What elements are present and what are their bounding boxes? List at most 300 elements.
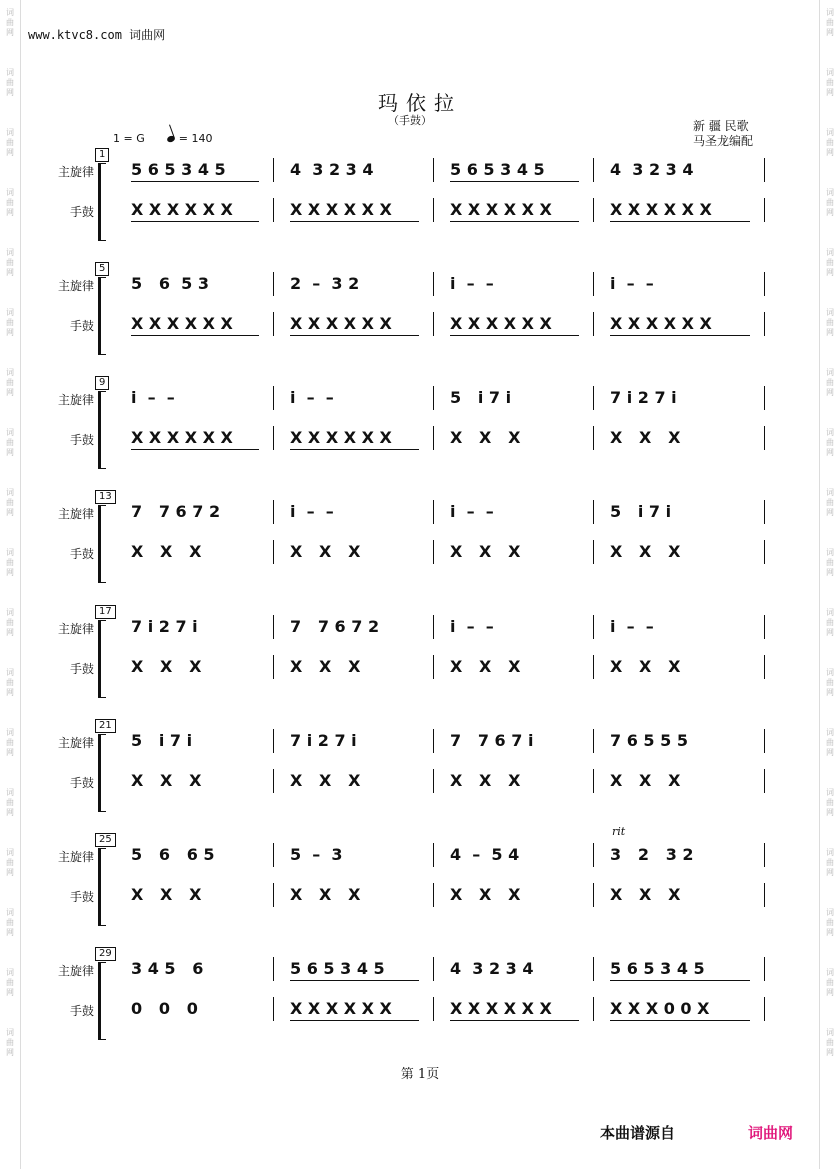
system-bracket <box>98 620 106 698</box>
drum-measure: X X X X X X <box>290 314 392 333</box>
drum-measure: X X X <box>450 771 521 790</box>
barline <box>764 843 765 867</box>
beam-underline <box>131 221 259 222</box>
barline <box>764 312 765 336</box>
drum-measure: X X X <box>131 542 202 561</box>
drum-part-name: 手鼓 <box>69 205 94 219</box>
score-system <box>0 148 840 248</box>
watermark-glyph: 词 <box>826 188 834 197</box>
barline <box>273 500 274 524</box>
watermark-glyph: 词 <box>826 668 834 677</box>
watermark-glyph: 词 <box>6 668 14 677</box>
watermark-glyph: 曲 <box>826 258 834 267</box>
melody-measure: i – – <box>450 274 494 293</box>
drum-measure: X X X X X X <box>290 428 392 447</box>
barline <box>593 729 594 753</box>
drum-measure: X X X <box>290 885 361 904</box>
melody-measure: 5 6 6 5 <box>131 845 215 864</box>
measure-number: 13 <box>95 490 116 504</box>
watermark-glyph: 曲 <box>6 558 14 567</box>
score-title: 玛依拉 <box>378 91 462 115</box>
watermark-glyph: 曲 <box>826 198 834 207</box>
watermark-glyph: 曲 <box>6 378 14 387</box>
watermark-glyph: 词 <box>6 248 14 257</box>
system-bracket <box>98 391 106 469</box>
watermark-glyph: 曲 <box>826 498 834 507</box>
watermark-glyph: 词 <box>6 128 14 137</box>
watermark-glyph: 曲 <box>6 198 14 207</box>
watermark-glyph: 网 <box>6 808 14 817</box>
drum-measure: X X X 0 0 X <box>610 999 710 1018</box>
drum-measure: X X X <box>610 885 681 904</box>
watermark-glyph: 曲 <box>6 78 14 87</box>
melody-measure: i – – <box>450 617 494 636</box>
barline <box>764 729 765 753</box>
beam-underline <box>290 1020 419 1021</box>
watermark-glyph: 词 <box>826 308 834 317</box>
watermark-glyph: 词 <box>6 608 14 617</box>
barline <box>433 158 434 182</box>
watermark-glyph: 词 <box>826 968 834 977</box>
melody-measure: 4 3 2 3 4 <box>610 160 694 179</box>
measure-number: 21 <box>95 719 116 733</box>
watermark-glyph: 网 <box>826 88 834 97</box>
watermark-glyph: 词 <box>6 908 14 917</box>
watermark-glyph: 网 <box>6 928 14 937</box>
watermark-glyph: 曲 <box>6 18 14 27</box>
melody-part-name: 主旋律 <box>57 507 94 521</box>
barline <box>273 426 274 450</box>
drum-measure: X X X <box>290 657 361 676</box>
melody-measure: 7 i 2 7 i <box>290 731 357 750</box>
barline <box>433 540 434 564</box>
drum-measure: X X X X X X <box>610 314 712 333</box>
beam-underline <box>610 335 750 336</box>
score-system <box>0 490 840 590</box>
watermark-glyph: 曲 <box>826 78 834 87</box>
watermark-glyph: 曲 <box>6 858 14 867</box>
barline <box>764 540 765 564</box>
watermark-glyph: 网 <box>826 148 834 157</box>
footer-brand: 词曲网 <box>748 1124 794 1142</box>
melody-measure: 3 2 3 2 <box>610 845 694 864</box>
melody-part-name: 主旋律 <box>57 279 94 293</box>
watermark-glyph: 网 <box>826 328 834 337</box>
watermark-glyph: 网 <box>6 508 14 517</box>
barline <box>273 198 274 222</box>
melody-measure: 7 i 2 7 i <box>131 617 198 636</box>
watermark-glyph: 词 <box>826 8 834 17</box>
score-subtitle: （手鼓） <box>388 114 432 127</box>
barline <box>433 997 434 1021</box>
melody-measure: 5 6 5 3 <box>131 274 209 293</box>
barline <box>593 386 594 410</box>
score-system <box>0 605 840 705</box>
barline <box>433 312 434 336</box>
watermark-glyph: 网 <box>6 568 14 577</box>
barline <box>764 883 765 907</box>
watermark-glyph: 曲 <box>826 678 834 687</box>
watermark-glyph: 词 <box>6 788 14 797</box>
watermark-glyph: 词 <box>6 368 14 377</box>
melody-measure: 5 6 5 3 4 5 <box>610 959 705 978</box>
drum-part-name: 手鼓 <box>69 776 94 790</box>
barline <box>764 997 765 1021</box>
watermark-glyph: 网 <box>6 628 14 637</box>
watermark-glyph: 曲 <box>6 798 14 807</box>
barline <box>273 729 274 753</box>
watermark-glyph: 网 <box>6 28 14 37</box>
watermark-glyph: 网 <box>826 268 834 277</box>
barline <box>593 615 594 639</box>
beam-underline <box>131 181 259 182</box>
system-bracket <box>98 505 106 583</box>
melody-measure: i – – <box>450 502 494 521</box>
watermark-glyph: 曲 <box>826 18 834 27</box>
melody-measure: 7 7 6 7 2 <box>131 502 221 521</box>
watermark-glyph: 网 <box>6 868 14 877</box>
drum-part-name: 手鼓 <box>69 662 94 676</box>
system-bracket <box>98 163 106 241</box>
melody-measure: i – – <box>290 502 334 521</box>
watermark-glyph: 曲 <box>6 738 14 747</box>
melody-part-name: 主旋律 <box>57 964 94 978</box>
watermark-glyph: 网 <box>826 28 834 37</box>
score-system <box>0 947 840 1047</box>
barline <box>273 997 274 1021</box>
watermark-glyph: 网 <box>6 748 14 757</box>
barline <box>593 272 594 296</box>
melody-measure: 4 – 5 4 <box>450 845 520 864</box>
score-system <box>0 719 840 819</box>
drum-measure: X X X <box>450 657 521 676</box>
measure-number: 9 <box>95 376 109 390</box>
barline <box>764 655 765 679</box>
barline <box>433 615 434 639</box>
melody-measure: 2 – 3 2 <box>290 274 360 293</box>
watermark-glyph: 网 <box>826 748 834 757</box>
drum-measure: X X X X X X <box>131 314 233 333</box>
beam-underline <box>450 221 579 222</box>
melody-measure: 5 i 7 i <box>131 731 193 750</box>
barline <box>593 426 594 450</box>
drum-part-name: 手鼓 <box>69 547 94 561</box>
watermark-glyph: 网 <box>6 1048 14 1057</box>
measure-number: 29 <box>95 947 116 961</box>
watermark-glyph: 曲 <box>826 138 834 147</box>
melody-part-name: 主旋律 <box>57 850 94 864</box>
melody-measure: 5 6 5 3 4 5 <box>131 160 226 179</box>
watermark-glyph: 词 <box>6 1028 14 1037</box>
score-arranger: 马圣龙编配 <box>693 134 754 148</box>
drum-measure: X X X <box>450 428 521 447</box>
barline <box>593 843 594 867</box>
watermark-glyph: 词 <box>826 548 834 557</box>
page-number: 第 1页 <box>400 1067 440 1082</box>
beam-underline <box>450 1020 579 1021</box>
watermark-glyph: 词 <box>826 428 834 437</box>
drum-measure: X X X X X X <box>450 200 552 219</box>
melody-measure: 7 7 6 7 i <box>450 731 534 750</box>
melody-measure: 4 3 2 3 4 <box>290 160 374 179</box>
barline <box>764 957 765 981</box>
watermark-glyph: 词 <box>826 128 834 137</box>
barline <box>433 729 434 753</box>
watermark-glyph: 词 <box>826 248 834 257</box>
watermark-glyph: 曲 <box>826 918 834 927</box>
barline <box>593 769 594 793</box>
watermark-glyph: 网 <box>826 868 834 877</box>
system-bracket <box>98 848 106 926</box>
drum-measure: X X X <box>610 428 681 447</box>
score-system <box>0 262 840 362</box>
drum-measure: X X X X X X <box>131 428 233 447</box>
watermark-glyph: 网 <box>6 328 14 337</box>
barline <box>433 883 434 907</box>
watermark-glyph: 词 <box>6 728 14 737</box>
barline <box>273 957 274 981</box>
score-system <box>0 376 840 476</box>
watermark-glyph: 词 <box>6 188 14 197</box>
melody-measure: i – – <box>610 274 654 293</box>
watermark-glyph: 网 <box>6 448 14 457</box>
beam-underline <box>450 181 579 182</box>
watermark-glyph: 词 <box>826 788 834 797</box>
quarter-note-icon <box>166 134 176 142</box>
barline <box>273 655 274 679</box>
watermark-glyph: 词 <box>826 368 834 377</box>
watermark-glyph: 词 <box>6 308 14 317</box>
watermark-glyph: 网 <box>826 388 834 397</box>
watermark-glyph: 曲 <box>6 318 14 327</box>
barline <box>273 540 274 564</box>
drum-measure: X X X <box>450 885 521 904</box>
drum-measure: X X X <box>450 542 521 561</box>
measure-number: 25 <box>95 833 116 847</box>
barline <box>764 272 765 296</box>
barline <box>764 386 765 410</box>
watermark-glyph: 曲 <box>6 618 14 627</box>
beam-underline <box>131 335 259 336</box>
watermark-glyph: 网 <box>826 988 834 997</box>
watermark-glyph: 词 <box>826 848 834 857</box>
drum-measure: X X X X X X <box>450 314 552 333</box>
system-bracket <box>98 277 106 355</box>
watermark-glyph: 词 <box>826 488 834 497</box>
barline <box>593 957 594 981</box>
watermark-glyph: 曲 <box>6 918 14 927</box>
barline <box>764 426 765 450</box>
watermark-glyph: 曲 <box>6 978 14 987</box>
barline <box>433 769 434 793</box>
watermark-glyph: 曲 <box>826 1038 834 1047</box>
drum-part-name: 手鼓 <box>69 319 94 333</box>
tempo-value: = 140 <box>178 132 213 145</box>
site-url: www.ktvc8.com 词曲网 <box>28 28 166 42</box>
barline <box>273 386 274 410</box>
drum-measure: X X X X X X <box>610 200 712 219</box>
watermark-glyph: 网 <box>826 568 834 577</box>
barline <box>433 500 434 524</box>
system-bracket <box>98 962 106 1040</box>
watermark-glyph: 词 <box>6 68 14 77</box>
watermark-glyph: 网 <box>826 808 834 817</box>
melody-measure: i – – <box>290 388 334 407</box>
watermark-glyph: 词 <box>826 908 834 917</box>
watermark-glyph: 曲 <box>6 138 14 147</box>
watermark-glyph-group <box>823 8 837 38</box>
beam-underline <box>610 1020 750 1021</box>
drum-measure: X X X <box>290 771 361 790</box>
watermark-glyph: 网 <box>6 148 14 157</box>
watermark-glyph: 曲 <box>826 438 834 447</box>
watermark-glyph: 曲 <box>826 558 834 567</box>
barline <box>593 500 594 524</box>
measure-number: 1 <box>95 148 109 162</box>
barline <box>433 655 434 679</box>
barline <box>593 312 594 336</box>
measure-number: 17 <box>95 605 116 619</box>
melody-measure: i – – <box>610 617 654 636</box>
watermark-glyph: 网 <box>6 388 14 397</box>
watermark-glyph: 网 <box>6 208 14 217</box>
barline <box>764 198 765 222</box>
melody-part-name: 主旋律 <box>57 622 94 636</box>
score-origin: 新 疆 民歌 <box>693 119 749 133</box>
barline <box>433 386 434 410</box>
drum-measure: X X X <box>131 657 202 676</box>
barline <box>433 198 434 222</box>
watermark-glyph: 词 <box>6 8 14 17</box>
drum-measure: X X X <box>610 771 681 790</box>
watermark-glyph: 词 <box>826 1028 834 1037</box>
melody-part-name: 主旋律 <box>57 736 94 750</box>
beam-underline <box>610 980 750 981</box>
watermark-glyph: 网 <box>6 268 14 277</box>
barline <box>273 615 274 639</box>
watermark-glyph: 网 <box>826 928 834 937</box>
watermark-glyph: 网 <box>6 988 14 997</box>
barline <box>273 769 274 793</box>
barline <box>593 198 594 222</box>
score-system <box>0 825 840 933</box>
drum-part-name: 手鼓 <box>69 433 94 447</box>
watermark-glyph: 曲 <box>826 858 834 867</box>
barline <box>433 957 434 981</box>
melody-measure: 5 6 5 3 4 5 <box>450 160 545 179</box>
drum-measure: X X X <box>131 771 202 790</box>
beam-underline <box>290 221 419 222</box>
watermark-glyph: 网 <box>826 448 834 457</box>
system-bracket <box>98 734 106 812</box>
watermark-glyph: 网 <box>6 688 14 697</box>
watermark-glyph: 曲 <box>826 318 834 327</box>
watermark-glyph: 曲 <box>6 258 14 267</box>
watermark-glyph: 词 <box>6 488 14 497</box>
measure-number: 5 <box>95 262 109 276</box>
melody-measure: 5 – 3 <box>290 845 343 864</box>
watermark-glyph: 网 <box>826 508 834 517</box>
watermark-glyph: 曲 <box>6 438 14 447</box>
drum-measure: X X X X X X <box>450 999 552 1018</box>
watermark-glyph: 网 <box>826 688 834 697</box>
drum-part-name: 手鼓 <box>69 1004 94 1018</box>
key-signature: 1 = G <box>113 132 145 145</box>
melody-measure: 5 i 7 i <box>610 502 672 521</box>
melody-measure: 4 3 2 3 4 <box>450 959 534 978</box>
watermark-glyph: 网 <box>6 88 14 97</box>
drum-measure: 0 0 0 <box>131 999 198 1018</box>
beam-underline <box>450 335 579 336</box>
barline <box>273 158 274 182</box>
watermark-glyph: 词 <box>6 548 14 557</box>
barline <box>593 883 594 907</box>
drum-measure: X X X <box>610 542 681 561</box>
barline <box>764 158 765 182</box>
melody-measure: 5 6 5 3 4 5 <box>290 959 385 978</box>
drum-measure: X X X <box>290 542 361 561</box>
drum-measure: X X X X X X <box>290 999 392 1018</box>
watermark-glyph: 曲 <box>826 618 834 627</box>
watermark-glyph: 词 <box>6 968 14 977</box>
watermark-glyph: 曲 <box>826 378 834 387</box>
barline <box>273 883 274 907</box>
beam-underline <box>131 449 259 450</box>
drum-part-name: 手鼓 <box>69 890 94 904</box>
watermark-glyph: 曲 <box>6 1038 14 1047</box>
barline <box>764 615 765 639</box>
watermark-glyph: 词 <box>826 608 834 617</box>
watermark-glyph: 词 <box>826 728 834 737</box>
barline <box>593 540 594 564</box>
beam-underline <box>290 980 419 981</box>
melody-measure: 7 i 2 7 i <box>610 388 677 407</box>
drum-measure: X X X X X X <box>290 200 392 219</box>
footer-source-label: 本曲谱源自 <box>600 1124 676 1142</box>
melody-measure: 7 6 5 5 5 <box>610 731 688 750</box>
barline <box>593 997 594 1021</box>
barline <box>433 843 434 867</box>
melody-measure: 3 4 5 6 <box>131 959 204 978</box>
barline <box>433 426 434 450</box>
watermark-glyph: 网 <box>826 1048 834 1057</box>
watermark-glyph: 词 <box>826 68 834 77</box>
melody-part-name: 主旋律 <box>57 165 94 179</box>
drum-measure: X X X <box>610 657 681 676</box>
watermark-glyph: 词 <box>6 428 14 437</box>
barline <box>273 272 274 296</box>
melody-measure: i – – <box>131 388 175 407</box>
watermark-glyph-group <box>3 8 17 38</box>
watermark-glyph: 词 <box>6 848 14 857</box>
key-tempo-marking <box>113 132 212 145</box>
watermark-glyph: 曲 <box>826 738 834 747</box>
barline <box>273 312 274 336</box>
melody-measure: 5 i 7 i <box>450 388 512 407</box>
barline <box>593 655 594 679</box>
drum-measure: X X X X X X <box>131 200 233 219</box>
watermark-glyph: 曲 <box>6 678 14 687</box>
watermark-glyph: 曲 <box>826 978 834 987</box>
barline <box>433 272 434 296</box>
barline <box>593 158 594 182</box>
beam-underline <box>290 449 419 450</box>
watermark-glyph: 曲 <box>6 498 14 507</box>
drum-measure: X X X <box>131 885 202 904</box>
beam-underline <box>290 335 419 336</box>
beam-underline <box>610 221 750 222</box>
barline <box>764 500 765 524</box>
